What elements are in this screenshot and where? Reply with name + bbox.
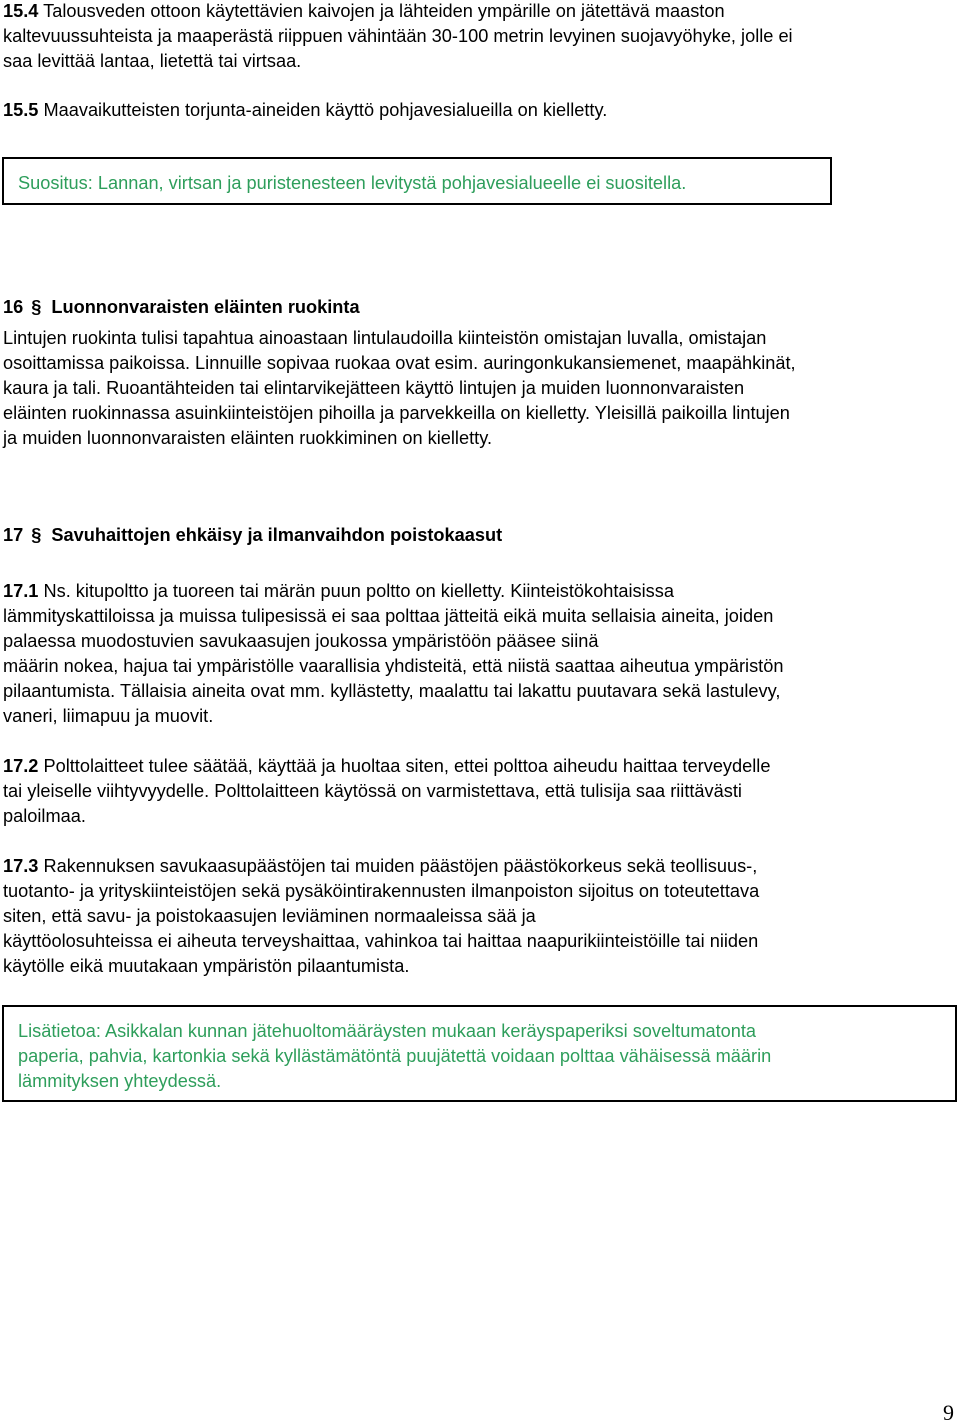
section-sign-icon: § [31, 525, 42, 545]
section-number: 17.1 [3, 581, 39, 601]
section-16-heading [3, 295, 360, 320]
info-line: Lisätietoa: Asikkalan kunnan jätehuoltomääräysten mukaan keräyspaperiksi soveltumatonta [18, 1021, 757, 1041]
paragraph-line: saa levittää lantaa, lietettä tai virtsaa. [3, 51, 302, 71]
section-number: 17 [3, 525, 24, 545]
info-line: lämmityksen yhteydessä. [18, 1071, 222, 1091]
paragraph-line: vaneri, liimapuu ja muovit. [3, 706, 214, 726]
paragraph-line: määrin nokea, hajua tai ympäristölle vaarallisia yhdisteitä, että niistä saattaa aiheutua ympäristön [3, 656, 784, 676]
section-title: Luonnonvaraisten eläinten ruokinta [51, 297, 360, 317]
section-number: 17.2 [3, 756, 39, 776]
section-17-2 [3, 754, 953, 829]
paragraph-line: Talousveden ottoon käytettävien kaivojen ja lähteiden ympärille on jätettävä maaston [43, 1, 725, 21]
section-17-3 [3, 854, 953, 979]
paragraph-line: käyttöolosuhteissa ei aiheuta terveyshaittaa, vahinkoa tai haittaa naapurikiinteistöille tai niiden [3, 931, 759, 951]
section-number: 17.3 [3, 856, 39, 876]
paragraph-line: Polttolaitteet tulee säätää, käyttää ja huoltaa siten, ettei polttoa aiheudu haittaa terveydelle [43, 756, 771, 776]
section-17-1 [3, 579, 953, 729]
paragraph-line: pilaantumista. Tällaisia aineita ovat mm. kyllästetty, maalattu tai lakattu puutavara sekä lastulevy, [3, 681, 781, 701]
section-title: Savuhaittojen ehkäisy ja ilmanvaihdon poistokaasut [51, 525, 503, 545]
section-16-body [3, 326, 953, 451]
section-sign-icon: § [31, 297, 42, 317]
paragraph-line: kaura ja tali. Ruoantähteiden tai elintarvikejätteen käyttö lintujen ja muiden luonnonvaraisten [3, 378, 745, 398]
paragraph-line: Maavaikutteisten torjunta-aineiden käyttö pohjavesialueilla on kielletty. [43, 100, 608, 120]
paragraph-line: ja muiden luonnonvaraisten eläinten ruokkiminen on kielletty. [3, 428, 492, 448]
page-number: 9 [943, 1400, 954, 1425]
section-number: 15.4 [3, 1, 39, 21]
paragraph-line: palaessa muodostuvien savukaasujen joukossa ympäristöön pääsee siinä [3, 631, 599, 651]
section-number: 15.5 [3, 100, 39, 120]
paragraph-line: osoittamissa paikoissa. Linnuille sopivaa ruokaa ovat esim. auringonkukansiemenet, maapähkinät, [3, 353, 796, 373]
info-box [2, 1005, 957, 1102]
recommendation-text: Suositus: Lannan, virtsan ja puristenesteen levitystä pohjavesialueelle ei suositella. [18, 173, 687, 193]
section-17-heading [3, 523, 502, 548]
paragraph-line: Ns. kitupoltto ja tuoreen tai märän puun poltto on kielletty. Kiinteistökohtaisissa [43, 581, 674, 601]
paragraph-line: kaltevuussuhteista ja maaperästä riippuen vähintään 30-100 metrin levyinen suojavyöhyke, jolle ei [3, 26, 793, 46]
paragraph-line: siten, että savu- ja poistokaasujen leviäminen normaaleissa sää ja [3, 906, 536, 926]
paragraph-line: käytölle eikä muutakaan ympäristön pilaantumista. [3, 956, 410, 976]
section-15-5 [3, 98, 953, 123]
paragraph-line: Lintujen ruokinta tulisi tapahtua ainoastaan lintulaudoilla kiinteistön omistajan luvalla, omistajan [3, 328, 767, 348]
paragraph-line: paloilmaa. [3, 806, 86, 826]
paragraph-line: Rakennuksen savukaasupäästöjen tai muiden päästöjen päästökorkeus sekä teollisuus-, [43, 856, 758, 876]
info-line: paperia, pahvia, kartonkia sekä kyllästämätöntä puujätettä voidaan polttaa vähäisessä määrin [18, 1046, 772, 1066]
paragraph-line: eläinten ruokinnassa asuinkiinteistöjen pihoilla ja parvekkeilla on kielletty. Yleisillä paikoilla lintujen [3, 403, 790, 423]
paragraph-line: lämmityskattiloissa ja muissa tulipesissä ei saa polttaa jätteitä eikä muita sellaisia aineita, joiden [3, 606, 774, 626]
paragraph-line: tai yleiselle viihtyvyydelle. Polttolaitteen käytössä on varmistettava, että tulisija saa riittävästi [3, 781, 742, 801]
section-number: 16 [3, 297, 24, 317]
section-15-4 [3, 0, 953, 74]
recommendation-box [2, 157, 832, 205]
paragraph-line: tuotanto- ja yrityskiinteistöjen sekä pysäköintirakennusten ilmanpoiston sijoitus on toteutettava [3, 881, 760, 901]
